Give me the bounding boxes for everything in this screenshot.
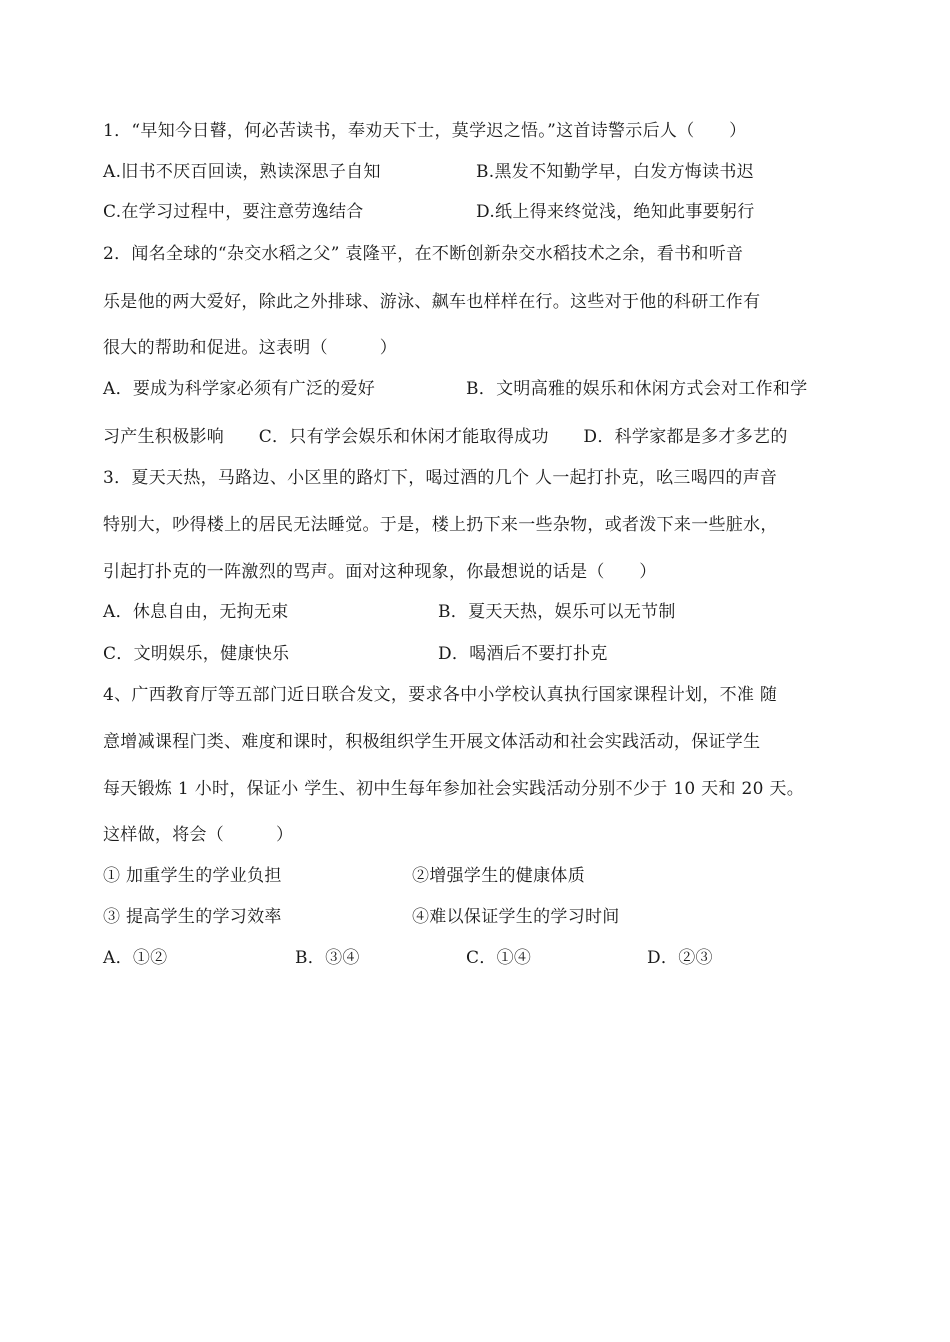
q4-stem-line-1: 4、广西教育厅等五部门近日联合发文，要求各中小学校认真执行国家课程计划，不准 随 [103,685,778,705]
q4-item-2: ②增强学生的健康体质 [412,866,585,886]
q3-option-d: D．喝酒后不要打扑克 [438,644,608,664]
q4-item-4: ④难以保证学生的学习时间 [412,907,620,927]
q2-stem-line-1: 2．闻名全球的“杂交水稻之父” 袁隆平，在不断创新杂交水稻技术之余，看书和听音 [103,244,744,264]
q4-option-d: D．②③ [647,948,713,968]
q4-stem-line-4: 这样做，将会（ ） [103,825,294,845]
q3-option-a: A．休息自由，无拘无束 [103,602,289,622]
q1-option-d: D.纸上得来终觉浅，绝知此事要躬行 [476,202,755,222]
q2-option-b: B．文明高雅的娱乐和休闲方式会对工作和学 [466,379,808,399]
q2-options-line-2: 习产生积极影响 C．只有学会娱乐和休闲才能取得成功 D．科学家都是多才多艺的 [103,427,788,447]
q4-option-b: B．③④ [295,948,360,968]
q3-stem-line-3: 引起打扑克的一阵激烈的骂声。面对这种现象，你最想说的话是（ ） [103,562,657,582]
q4-option-a: A．①② [103,948,168,968]
q4-option-c: C．①④ [466,948,532,968]
q1-stem: 1．“早知今日瞽，何必苦读书，奉劝天下士，莫学迟之悟。”这首诗警示后人（ ） [103,121,747,141]
q2-stem-line-3: 很大的帮助和促进。这表明（ ） [103,338,398,358]
q4-item-3: ③ 提高学生的学习效率 [103,907,282,927]
q4-stem-line-3: 每天锻炼 1 小时，保证小 学生、初中生每年参加社会实践活动分别不少于 10 天和 20 天。 [103,779,805,799]
q1-option-c: C.在学习过程中，要注意劳逸结合 [103,202,364,222]
q1-option-a: A.旧书不厌百回读，熟读深思子自知 [103,162,381,182]
q3-option-c: C．文明娱乐，健康快乐 [103,644,290,664]
q3-option-b: B．夏天天热，娱乐可以无节制 [438,602,676,622]
q1-option-b: B.黑发不知勤学早，白发方悔读书迟 [476,162,754,182]
q3-stem-line-1: 3．夏天天热，马路边、小区里的路灯下，喝过酒的几个 人一起打扑克，吆三喝四的声音 [103,468,778,488]
q4-stem-line-2: 意增减课程门类、难度和课时，积极组织学生开展文体活动和社会实践活动，保证学生 [103,732,761,752]
q2-stem-line-2: 乐是他的两大爱好，除此之外排球、游泳、飙车也样样在行。这些对于他的科研工作有 [103,292,761,312]
q2-option-a: A．要成为科学家必须有广泛的爱好 [103,379,376,399]
q3-stem-line-2: 特别大，吵得楼上的居民无法睡觉。于是，楼上扔下来一些杂物，或者泼下来一些脏水， [103,515,778,535]
q4-item-1: ① 加重学生的学业负担 [103,866,282,886]
